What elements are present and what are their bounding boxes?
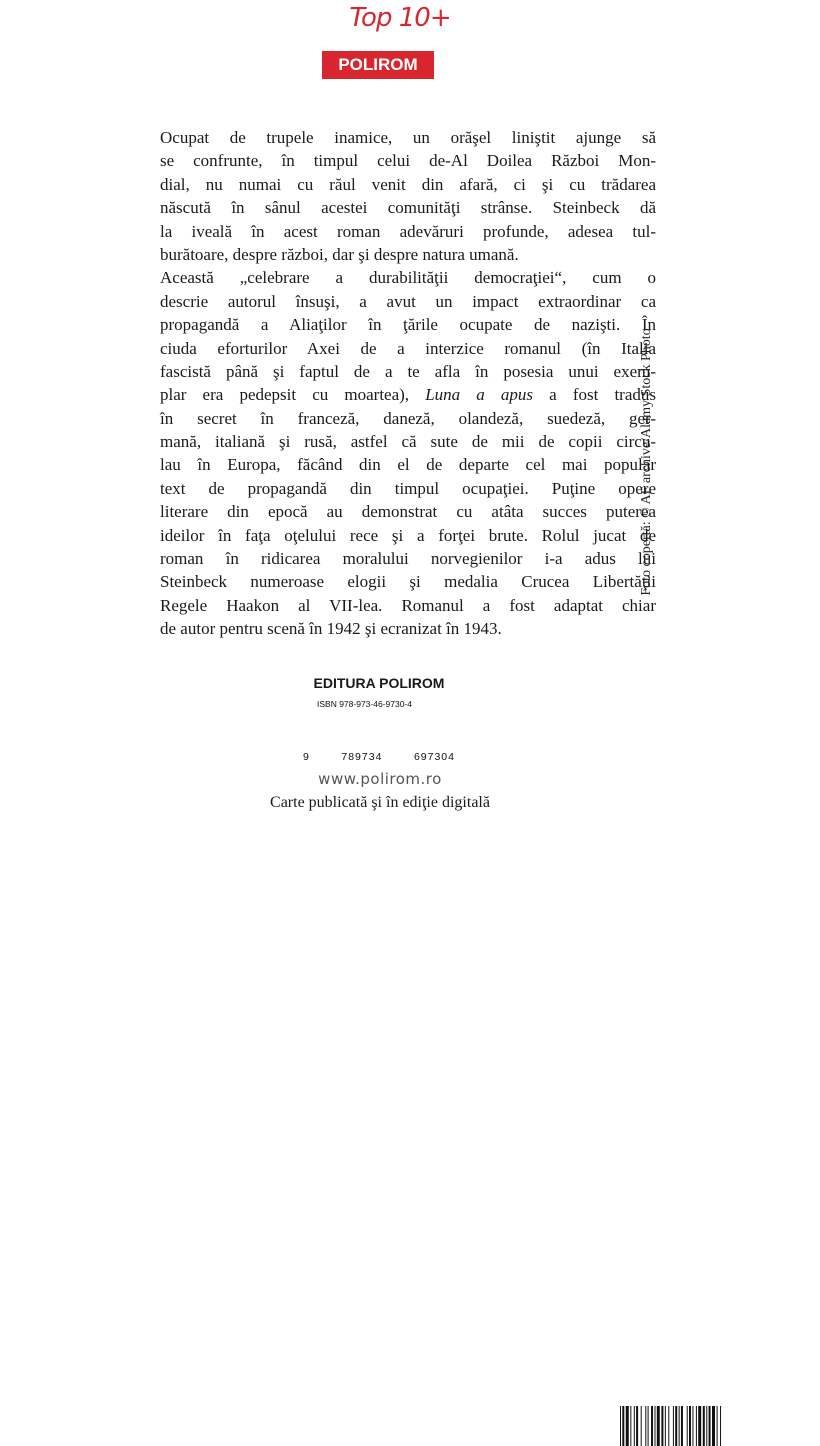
publisher-website[interactable]: www.polirom.ro: [318, 770, 442, 788]
barcode-digit-left: 789734: [341, 751, 383, 763]
blurb-line: de autor pentru scenă în 1942 şi ecranizat în 1943.: [160, 619, 502, 639]
barcode-bar: [681, 1406, 683, 1446]
blurb-line: Ocupat de trupele inamice, un orăşel liniştit ajunge să: [160, 128, 656, 147]
barcode-bar: [717, 1406, 718, 1446]
blurb-line: ciuda eforturilor Axei de a interzice romanul (în Italia: [160, 338, 656, 358]
barcode-bar: [651, 1406, 653, 1446]
barcode-bar: [706, 1406, 707, 1446]
barcode-bar: [709, 1406, 711, 1446]
barcode-digit-prefix: 9: [303, 751, 310, 763]
barcode-bar: [673, 1406, 674, 1446]
barcode-bar: [712, 1406, 715, 1446]
barcode-bar: [641, 1406, 642, 1446]
blurb-line: fascistă până şi faptul de a te afla în posesia unui exem-: [160, 361, 656, 381]
photo-credit-text: Foto copertă: © AF archive/Alamy Stock Photo: [639, 328, 654, 596]
blurb-line: literare din epocă au demonstrat cu atâta succes puterea: [160, 502, 656, 522]
barcode-bar: [698, 1406, 701, 1446]
barcode-bar: [692, 1406, 693, 1446]
blurb-line: Steinbeck numeroase elogii şi medalia Crucea Libertăţii: [160, 572, 656, 592]
isbn-number: ISBN 978-973-46-9730-4: [317, 699, 447, 709]
barcode-bar: [645, 1406, 646, 1446]
barcode-bar: [665, 1406, 666, 1446]
barcode-bar: [630, 1406, 631, 1446]
blurb-line: text de propagandă din timpul ocupaţiei. Puţine opere: [160, 478, 656, 498]
blurb-line: născută în sânul acestei comunităţi strânse. Steinbeck dă: [160, 198, 656, 218]
blurb-line: roman în ridicarea moralului norvegienilor i-a adus lui: [160, 549, 656, 569]
barcode-bar: [668, 1406, 669, 1446]
barcode-bar: [696, 1406, 697, 1446]
digital-edition-note: Carte publicată şi în ediţie digitală: [270, 794, 490, 811]
blurb-line: în secret în franceză, daneză, olandeză, suedeză, ger-: [160, 408, 656, 428]
blurb-line: descrie autorul însuşi, a avut un impact extraordinar ca: [160, 291, 656, 311]
series-logo: Top 10+: [349, 3, 451, 33]
barcode-bar: [661, 1406, 663, 1446]
publisher-name: EDITURA POLIROM: [313, 675, 445, 691]
barcode-bar: [689, 1406, 691, 1446]
blurb-line: ideilor în faţa oţelului rece şi a forţei brute. Rolul jucat de: [160, 525, 656, 545]
barcode-bar: [657, 1406, 660, 1446]
barcode-digit-right: 697304: [413, 751, 455, 763]
blurb-line: lau în Europa, făcând din el de departe cel mai popular: [160, 455, 656, 475]
blurb-line: la iveală în acest roman adevăruri profunde, adesea tul-: [160, 221, 656, 241]
blurb-line: Această „celebrare a durabilităţii democraţiei“, cum o: [160, 268, 656, 288]
barcode-bar: [648, 1406, 649, 1446]
barcode-bar: [679, 1406, 680, 1446]
barcode-digits: [303, 751, 455, 763]
barcode-bar: [655, 1406, 656, 1446]
barcode-bar: [675, 1406, 677, 1446]
barcode-bar: [626, 1406, 629, 1446]
barcode-bar: [620, 1406, 621, 1446]
publisher-logo: POLIROM: [322, 51, 434, 79]
back-cover-blurb: [160, 126, 656, 641]
blurb-line: plar era pedepsit cu moartea), Luna a apus a fost tradus: [160, 385, 656, 405]
barcode-bar: [703, 1406, 705, 1446]
blurb-line: dial, nu numai cu răul venit din afară, ci şi cu trădarea: [160, 174, 656, 194]
barcode-bar: [720, 1406, 721, 1446]
blurb-line: se confrunte, în timpul celui de-Al Doilea Război Mon-: [160, 151, 656, 171]
blurb-line: burătoare, despre război, dar şi despre natura umană.: [160, 244, 519, 264]
barcode-bar: [687, 1406, 688, 1446]
book-title: Luna a apus: [425, 385, 534, 405]
barcode-bars: [618, 1406, 761, 1446]
blurb-line: propagandă a Aliaţilor în ţările ocupate de nazişti. În: [160, 315, 656, 335]
barcode-bar: [634, 1406, 635, 1446]
barcode-bar: [622, 1406, 624, 1446]
blurb-line: mană, italiană şi rusă, astfel că sute de mii de copii circu-: [160, 432, 656, 452]
barcode-bar: [636, 1406, 638, 1446]
blurb-line: Regele Haakon al VII-lea. Romanul a fost adaptat chiar: [160, 595, 656, 615]
